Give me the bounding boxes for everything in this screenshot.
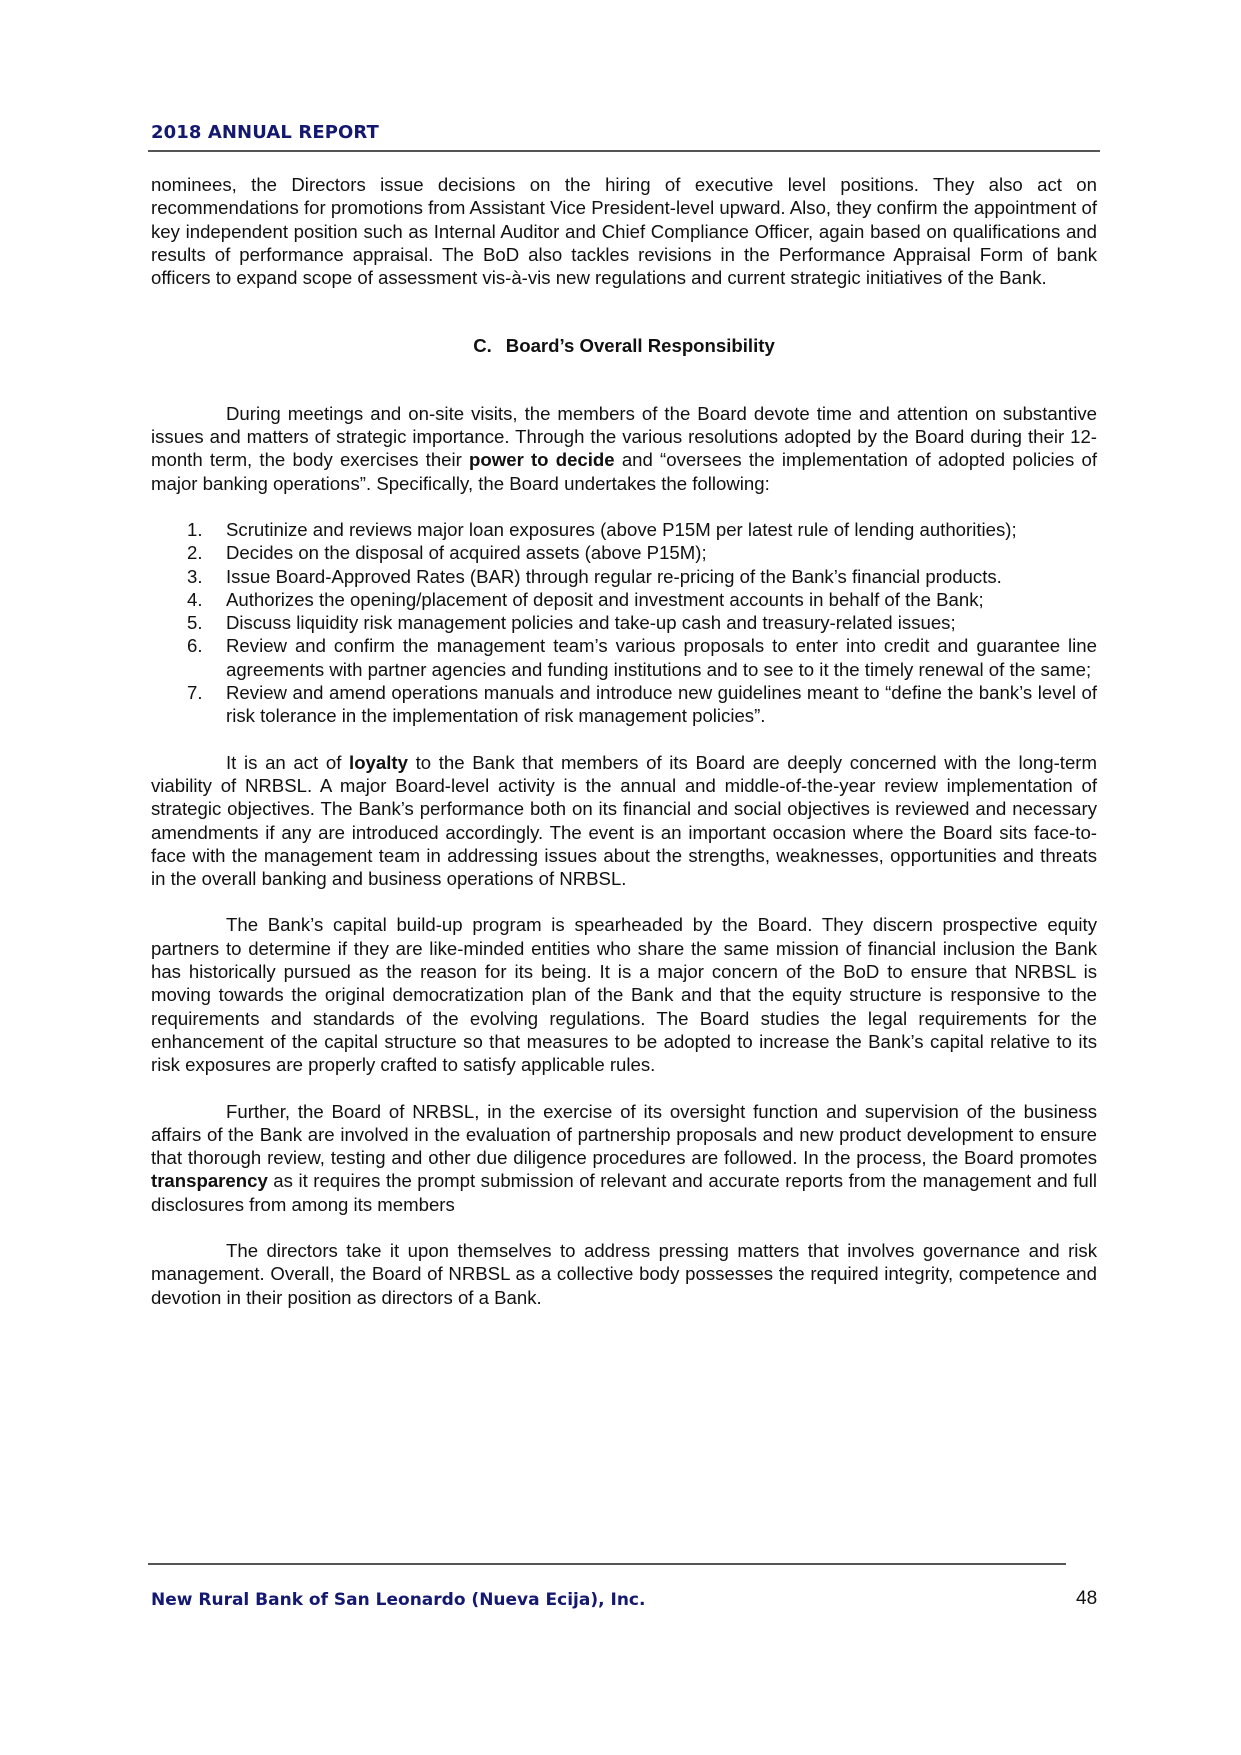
spacer <box>151 1077 1097 1100</box>
paragraph-text: to the Bank that members of its Board are deeply concerned with the long-term viability of NRBSL. A major Board-level activity is the annual and middle-of-the-year review implementation of strategic objectives. The Bank’s performance both on its financial and social objectives is reviewed and necessary amendments if any are introduced accordingly. The event is an important occasion where the Board sits face-to-face with the management team in addressing issues about the strengths, weaknesses, opportunities and threats in the overall banking and business operations of NRBSL. <box>151 751 1097 890</box>
list-item <box>151 681 1097 728</box>
spacer <box>151 1216 1097 1239</box>
emphasis-transparency: transparency <box>151 1170 268 1192</box>
list-number: 5. <box>187 612 203 634</box>
section-letter: C. <box>473 335 492 357</box>
section-heading <box>151 334 1097 357</box>
paragraph-text: During meetings and on-site visits, the members of the Board devote time and attention on substantive issues and matters of strategic importance. Through the various resolutions adopted by the Board during their 12-month term, the body exercises their <box>151 402 1097 471</box>
list-number: 3. <box>187 565 203 587</box>
list-number: 7. <box>187 682 203 704</box>
spacer <box>151 890 1097 913</box>
list-number: 2. <box>187 542 203 564</box>
list-number: 6. <box>187 635 203 657</box>
list-number: 4. <box>187 588 203 610</box>
list-item <box>151 588 1097 611</box>
paragraph-capital-buildup: The Bank’s capital build-up program is spearheaded by the Board. They discern prospective equity partners to determine if they are like-minded entities who share the same mission of financial inclusion the Bank has historically pursued as the reason for its being. It is a major concern of the BoD to ensure that NRBSL is moving towards the original democratization plan of the Bank and that the equity structure is responsive to the requirements and standards of the evolving regulations. The Board studies the legal requirements for the enhancement of the capital structure so that measures to be adopted to increase the Bank’s capital relative to its risk exposures are properly crafted to satisfy applicable rules. <box>151 914 1097 1076</box>
list-item-text: Review and amend operations manuals and introduce new guidelines meant to “define the bank’s level of risk tolerance in the implementation of risk management policies”. <box>226 682 1097 727</box>
list-item-text: Discuss liquidity risk management policies and take-up cash and treasury-related issues; <box>226 612 956 634</box>
paragraph-text: Further, the Board of NRBSL, in the exercise of its oversight function and supervision of the business affairs of the Bank are involved in the evaluation of partnership proposals and new product development to ensure that thorough review, testing and other due diligence procedures are followed. In the process, the Board promotes <box>151 1100 1097 1169</box>
spacer <box>151 728 1097 751</box>
paragraph-board-responsibility <box>151 402 1097 495</box>
list-item <box>151 611 1097 634</box>
list-number: 1. <box>187 518 203 540</box>
footer-organization-name: New Rural Bank of San Leonardo (Nueva Ecija), Inc. <box>151 1590 646 1610</box>
page-body <box>151 173 1097 1309</box>
emphasis-loyalty: loyalty <box>349 751 408 773</box>
list-item <box>151 634 1097 681</box>
list-item-text: Scrutinize and reviews major loan exposures (above P15M per latest rule of lending authorities); <box>226 518 1017 540</box>
header-divider <box>148 150 1100 152</box>
report-header-title: 2018 ANNUAL REPORT <box>151 122 379 143</box>
board-tasks-list <box>151 518 1097 728</box>
list-item <box>151 541 1097 564</box>
paragraph-text: as it requires the prompt submission of relevant and accurate reports from the management and full disclosures from among its members <box>151 1170 1097 1215</box>
paragraph-loyalty <box>151 751 1097 891</box>
spacer <box>151 495 1097 518</box>
intro-paragraph: nominees, the Directors issue decisions on the hiring of executive level positions. They also act on recommendations for promotions from Assistant Vice President-level upward. Also, they confirm the appointment of key independent position such as Internal Auditor and Chief Compliance Officer, again based on qualifications and results of performance appraisal. The BoD also tackles revisions in the Performance Appraisal Form of bank officers to expand scope of assessment vis-à-vis new regulations and current strategic initiatives of the Bank. <box>151 174 1097 289</box>
list-item <box>151 565 1097 588</box>
list-item-text: Review and confirm the management team’s various proposals to enter into credit and guarantee line agreements with partner agencies and funding institutions and to see to it the timely renewal of the same; <box>226 635 1097 680</box>
section-title: Board’s Overall Responsibility <box>505 335 775 357</box>
page-number: 48 <box>1076 1588 1098 1609</box>
list-item <box>151 518 1097 541</box>
spacer <box>151 289 1097 334</box>
list-item-text: Authorizes the opening/placement of deposit and investment accounts in behalf of the Bank; <box>226 588 984 610</box>
paragraph-text: It is an act of <box>226 751 350 773</box>
list-item-text: Decides on the disposal of acquired assets (above P15M); <box>226 542 707 564</box>
list-item-text: Issue Board-Approved Rates (BAR) through regular re-pricing of the Bank’s financial products. <box>226 565 1002 587</box>
paragraph-governance: The directors take it upon themselves to address pressing matters that involves governance and risk management. Overall, the Board of NRBSL as a collective body possesses the required integrity, competence and devotion in their position as directors of a Bank. <box>151 1239 1097 1308</box>
emphasis-power-to-decide: power to decide <box>469 449 615 471</box>
spacer <box>151 358 1097 402</box>
paragraph-transparency <box>151 1100 1097 1216</box>
footer-divider <box>148 1563 1066 1565</box>
paragraph-text: and “oversees the implementation of adopted policies of major banking operations”. Specifically, the Board undertakes the following: <box>151 449 1097 494</box>
